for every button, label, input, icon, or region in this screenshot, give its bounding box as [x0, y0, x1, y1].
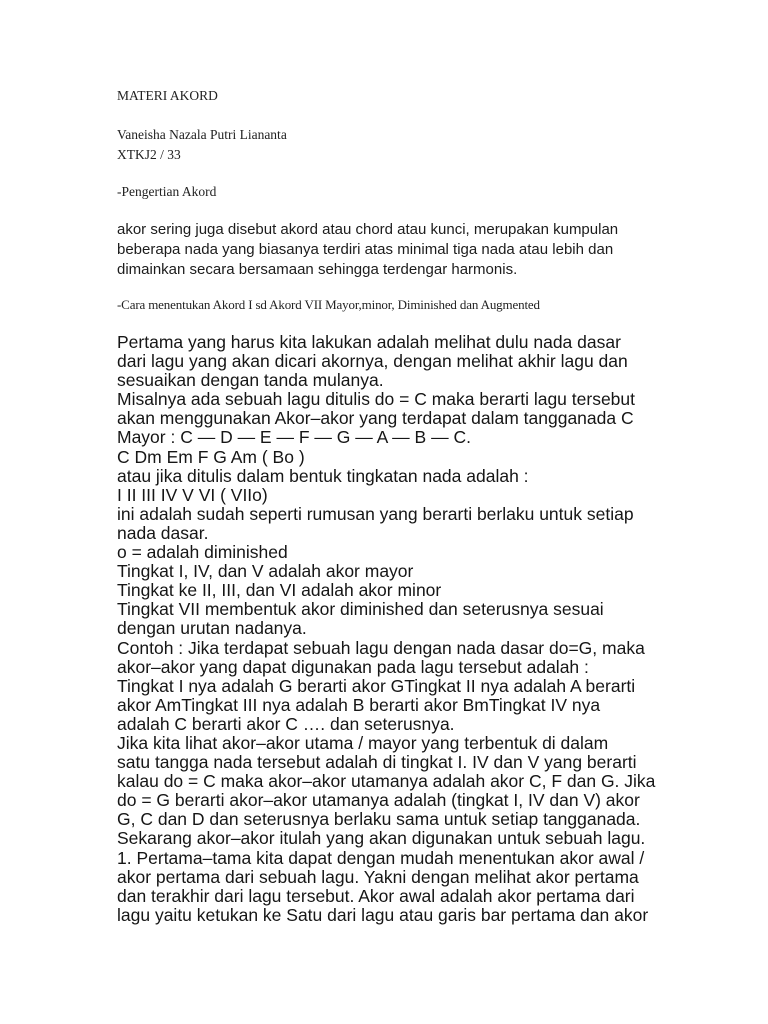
body-line: adalah C berarti akor C …. dan seterusnya.: [117, 713, 455, 734]
body-line: Jika kita lihat akor–akor utama / mayor yang terbentuk di dalam: [117, 732, 609, 753]
body-line: akor–akor yang dapat digunakan pada lagu tersebut adalah :: [117, 656, 589, 677]
body-line: Tingkat I nya adalah G berarti akor GTingkat II nya adalah A berarti: [117, 675, 636, 696]
definition-paragraph: [117, 220, 662, 280]
body-line: akor pertama dari sebuah lagu. Yakni dengan melihat akor pertama: [117, 866, 639, 887]
body-line: akor AmTingkat III nya adalah B berarti akor BmTingkat IV nya: [117, 694, 601, 715]
body-line: kalau do = C maka akor–akor utamanya adalah akor C, F dan G. Jika: [117, 771, 656, 792]
body-line: lagu yaitu ketukan ke Satu dari lagu atau garis bar pertama dan akor: [117, 904, 649, 925]
paragraph-line: beberapa nada yang biasanya terdiri atas minimal tiga nada atau lebih dan: [117, 241, 614, 258]
body-line: dari lagu yang akan dicari akornya, dengan melihat akhir lagu dan: [117, 351, 628, 372]
body-line: Sekarang akor–akor itulah yang akan digunakan untuk sebuah lagu.: [117, 828, 646, 849]
body-line: ini adalah sudah seperti rumusan yang berarti berlaku untuk setiap: [117, 503, 634, 524]
body-line: Misalnya ada sebuah lagu ditulis do = C maka berarti lagu tersebut: [117, 389, 636, 410]
section-heading-method: -Cara menentukan Akord I sd Akord VII Mayor,minor, Diminished dan Augmented: [117, 297, 540, 312]
method-body: [117, 333, 662, 925]
body-line: Pertama yang harus kita lakukan adalah melihat dulu nada dasar: [117, 332, 621, 352]
paragraph-line: akor sering juga disebut akord atau chord atau kunci, merupakan kumpulan: [117, 221, 619, 238]
body-line: o = adalah diminished: [117, 542, 288, 563]
body-line: sesuaikan dengan tanda mulanya.: [117, 370, 384, 391]
section-heading-definition: -Pengertian Akord: [117, 184, 217, 199]
body-line: Tingkat ke II, III, dan VI adalah akor minor: [117, 580, 442, 601]
document-title: MATERI AKORD: [117, 88, 218, 103]
body-line: Mayor : C — D — E — F — G — A — B — C.: [117, 427, 471, 448]
body-line: C Dm Em F G Am ( Bo ): [117, 446, 305, 467]
body-line: Contoh : Jika terdapat sebuah lagu dengan nada dasar do=G, maka: [117, 637, 645, 658]
body-line: do = G berarti akor–akor utamanya adalah (tingkat I, IV dan V) akor: [117, 790, 640, 811]
body-line: dan terakhir dari lagu tersebut. Akor awal adalah akor pertama dari: [117, 885, 635, 906]
paragraph-line: dimainkan secara bersamaan sehingga terdengar harmonis.: [117, 261, 518, 278]
body-line: G, C dan D dan seterusnya berlaku sama untuk setiap tangganada.: [117, 809, 641, 830]
body-line: satu tangga nada tersebut adalah di tingkat I. IV dan V yang berarti: [117, 752, 637, 773]
body-line: dengan urutan nadanya.: [117, 618, 307, 639]
body-line: I II III IV V VI ( VIIo): [117, 484, 268, 505]
body-line: akan menggunakan Akor–akor yang terdapat dalam tangganada C: [117, 408, 634, 429]
body-line: 1. Pertama–tama kita dapat dengan mudah menentukan akor awal /: [117, 847, 645, 868]
body-line: Tingkat I, IV, dan V adalah akor mayor: [117, 561, 414, 582]
body-line: nada dasar.: [117, 522, 209, 543]
author-name: Vaneisha Nazala Putri Liananta: [117, 127, 287, 142]
body-line: Tingkat VII membentuk akor diminished dan seterusnya sesuai: [117, 599, 604, 620]
body-line: atau jika ditulis dalam bentuk tingkatan nada adalah :: [117, 465, 529, 486]
class-label: XTKJ2 / 33: [117, 147, 181, 162]
